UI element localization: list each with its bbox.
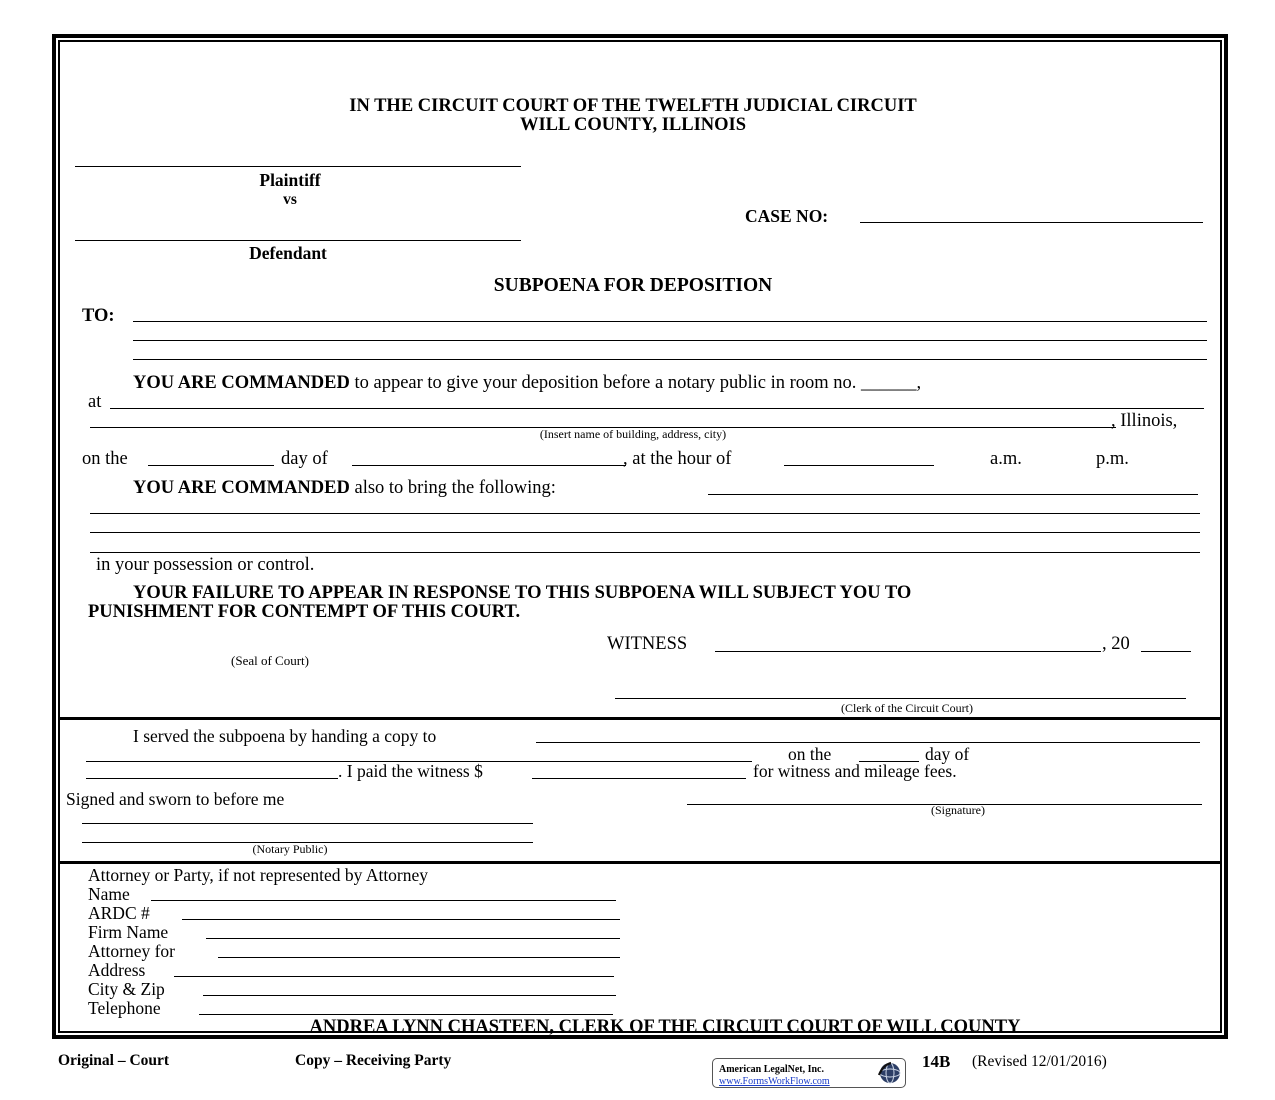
command2-lead: YOU ARE COMMANDED: [133, 478, 350, 498]
legalnet-logo[interactable]: [712, 1058, 906, 1088]
to-field-line-2[interactable]: [133, 340, 1207, 341]
items-field-line-3[interactable]: [90, 532, 1200, 533]
hour-field[interactable]: [784, 465, 934, 466]
witness-year-field[interactable]: [1141, 651, 1191, 652]
document-title: SUBPOENA FOR DEPOSITION: [493, 275, 773, 296]
form-number: 14B: [922, 1052, 951, 1071]
vs-label: vs: [283, 191, 297, 208]
city-zip-label: City & Zip: [88, 979, 165, 999]
sworn-text: Signed and sworn to before me: [66, 789, 285, 809]
revised-date: (Revised 12/01/2016): [972, 1053, 1107, 1070]
served-person-field[interactable]: [536, 742, 1200, 743]
hour-label: , at the hour of: [623, 449, 732, 469]
witness-year-label: , 20: [1102, 634, 1130, 654]
signature-caption: (Signature): [931, 803, 985, 817]
items-field-line-2[interactable]: [90, 513, 1200, 514]
warning-line-1: YOUR FAILURE TO APPEAR IN RESPONSE TO THIS SUBPOENA WILL SUBJECT YOU TO: [133, 583, 912, 603]
warning-line-2: PUNISHMENT FOR CONTEMPT OF THIS COURT.: [88, 602, 521, 622]
section-divider-attorney: [58, 861, 1222, 864]
day-number-field[interactable]: [148, 465, 274, 466]
clerk-caption: (Clerk of the Circuit Court): [841, 701, 973, 715]
at-label: at: [88, 392, 102, 412]
attorney-name-label: Name: [88, 884, 130, 904]
footer-original: Original – Court: [58, 1052, 170, 1069]
logo-url[interactable]: www.FormsWorkFlow.com: [719, 1076, 830, 1087]
items-field-line-4[interactable]: [90, 552, 1200, 553]
firm-name-label: Firm Name: [88, 922, 169, 942]
command1-lead: YOU ARE COMMANDED: [133, 373, 350, 393]
command2-paragraph: [133, 479, 556, 498]
attorney-name-field[interactable]: [151, 900, 616, 901]
footer-copy: Copy – Receiving Party: [295, 1052, 452, 1069]
command1-text: to appear to give your deposition before a notary public in room no. ______,: [354, 373, 922, 393]
address-field[interactable]: [174, 976, 614, 977]
fee-amount-field[interactable]: [532, 778, 746, 779]
firm-name-field[interactable]: [206, 938, 620, 939]
plaintiff-field[interactable]: [75, 166, 521, 167]
day-of-label: day of: [281, 449, 328, 469]
defendant-label: Defendant: [249, 243, 327, 263]
case-no-label: CASE NO:: [745, 206, 829, 226]
seal-caption: (Seal of Court): [231, 653, 309, 668]
to-field-line-3[interactable]: [133, 359, 1207, 360]
witness-field[interactable]: [715, 651, 1101, 652]
clerk-banner: ANDREA LYNN CHASTEEN, CLERK OF THE CIRCUIT COURT OF WILL COUNTY: [309, 1017, 1021, 1037]
attorney-for-field[interactable]: [218, 957, 620, 958]
clerk-signature-line[interactable]: [615, 698, 1186, 699]
am-label: a.m.: [990, 449, 1022, 469]
telephone-label: Telephone: [88, 998, 161, 1018]
service-day-of-label: day of: [925, 744, 970, 764]
fees-text: for witness and mileage fees.: [753, 761, 957, 781]
possession-text: in your possession or control.: [96, 555, 315, 575]
case-no-field[interactable]: [860, 222, 1203, 223]
attorney-for-label: Attorney for: [88, 941, 175, 961]
address-label: Address: [88, 960, 146, 980]
served-text: I served the subpoena by handing a copy to: [133, 726, 437, 746]
section-divider-service: [58, 717, 1222, 720]
pm-label: p.m.: [1096, 449, 1129, 469]
notary-line-1[interactable]: [82, 823, 533, 824]
command1-paragraph: [133, 374, 921, 393]
court-name: IN THE CIRCUIT COURT OF THE TWELFTH JUDICIAL CIRCUIT: [349, 96, 917, 116]
to-label: TO:: [82, 306, 115, 326]
location-field-line-1[interactable]: [110, 408, 1204, 409]
service-on-the-label: on the: [788, 744, 832, 764]
paid-text: . I paid the witness $: [338, 761, 483, 781]
defendant-field[interactable]: [75, 240, 521, 241]
service-month-field[interactable]: [86, 778, 338, 779]
ardc-field[interactable]: [182, 919, 620, 920]
on-the-label: on the: [82, 449, 128, 469]
to-field-line-1[interactable]: [133, 321, 1207, 322]
logo-company-name: American LegalNet, Inc.: [719, 1064, 824, 1075]
notary-caption: (Notary Public): [252, 842, 328, 856]
city-zip-field[interactable]: [203, 995, 616, 996]
plaintiff-label: Plaintiff: [259, 170, 321, 190]
command2-text: also to bring the following:: [354, 478, 556, 498]
witness-label: WITNESS: [607, 634, 688, 654]
illinois-label: , Illinois,: [1111, 411, 1178, 431]
month-field[interactable]: [352, 465, 626, 466]
ardc-label: ARDC #: [88, 903, 150, 923]
items-field-line-1[interactable]: [708, 494, 1198, 495]
attorney-heading: Attorney or Party, if not represented by Attorney: [88, 865, 429, 885]
insert-caption: (Insert name of building, address, city): [539, 427, 727, 441]
telephone-field[interactable]: [199, 1014, 613, 1015]
globe-icon: [877, 1061, 901, 1085]
county-name: WILL COUNTY, ILLINOIS: [519, 115, 747, 135]
